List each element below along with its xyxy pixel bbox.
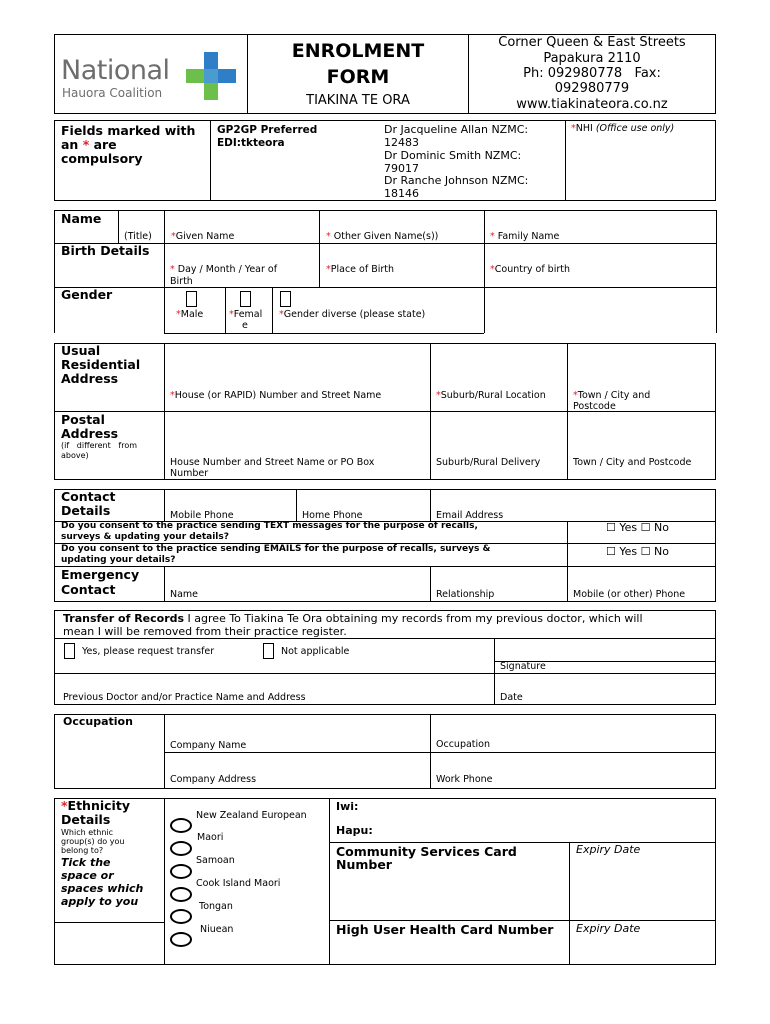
text-consent-question: Do you consent to the practice sending TEXT messages for the purpose of recalls, — [61, 521, 478, 531]
town-postcode-field[interactable]: *Town / City and — [573, 390, 651, 401]
website-link[interactable]: www.tiakinateora.co.nz — [516, 97, 668, 112]
work-phone-field[interactable]: Work Phone — [436, 774, 493, 785]
transfer-text-line2: mean I will be removed from their practice register. — [63, 625, 347, 638]
home-phone-field[interactable]: Home Phone — [302, 510, 363, 521]
gp2gp-line1: GP2GP Preferred — [217, 124, 318, 136]
contact-details-label: Contact — [61, 489, 116, 504]
ethnicity-box — [54, 798, 716, 965]
form-subtitle: TIAKINA TE ORA — [306, 93, 410, 108]
suburb-field[interactable]: *Suburb/Rural Location — [436, 390, 546, 401]
request-transfer-label: Yes, please request transfer — [82, 646, 215, 657]
not-applicable-label: Not applicable — [281, 646, 350, 657]
csc-expiry-field[interactable]: Expiry Date — [576, 843, 641, 856]
occupation-field[interactable]: Occupation — [436, 739, 490, 750]
ethnicity-label: *Ethnicity — [61, 798, 130, 813]
text-consent-yes-no[interactable]: ☐ Yes ☐ No — [606, 521, 669, 534]
ethnicity-option-radio[interactable] — [170, 932, 192, 947]
form-title-line1: ENROLMENT — [291, 40, 425, 62]
female-label: *Femal — [229, 309, 263, 320]
postal-suburb-field[interactable]: Suburb/Rural Delivery — [436, 457, 541, 468]
iwi-field[interactable]: Iwi: — [336, 800, 359, 813]
gender-diverse-label[interactable]: *Gender diverse (please state) — [279, 309, 426, 320]
compulsory-note-line3: compulsory — [61, 151, 143, 166]
ethnicity-option-radio[interactable] — [170, 864, 192, 879]
male-label: *Male — [176, 309, 204, 320]
gp2gp-line2: EDI:tkteora — [217, 137, 285, 149]
compulsory-note-line1: Fields marked with — [61, 123, 196, 138]
ethnicity-option-radio[interactable] — [170, 909, 192, 924]
email-field[interactable]: Email Address — [436, 510, 504, 521]
ethnicity-option-label: Cook Island Maori — [196, 878, 281, 889]
email-consent-yes-no[interactable]: ☐ Yes ☐ No — [606, 545, 669, 558]
emergency-contact-label: Emergency — [61, 567, 140, 582]
ethnicity-option-radio[interactable] — [170, 887, 192, 902]
female-checkbox[interactable] — [240, 291, 251, 307]
compulsory-note-line2: an * are — [61, 137, 117, 152]
hapu-field[interactable]: Hapu: — [336, 824, 373, 837]
postal-town-field[interactable]: Town / City and Postcode — [573, 457, 692, 468]
ethnicity-option-label: New Zealand European — [196, 810, 307, 821]
given-name-field[interactable]: *Given Name — [171, 231, 235, 242]
house-number-field[interactable]: *House (or RAPID) Number and Street Name — [170, 390, 382, 401]
company-name-field[interactable]: Company Name — [170, 740, 247, 751]
place-of-birth-field[interactable]: *Place of Birth — [326, 264, 395, 275]
residential-address-label: Usual — [61, 343, 101, 358]
family-name-field[interactable]: * Family Name — [490, 231, 560, 242]
community-services-card-label: Community Services Card — [336, 844, 517, 859]
huhc-expiry-field[interactable]: Expiry Date — [576, 922, 641, 935]
previous-doctor-field[interactable]: Previous Doctor and/or Practice Name and Address — [63, 692, 306, 703]
logo-main: National — [61, 55, 170, 86]
not-applicable-checkbox[interactable] — [263, 643, 274, 659]
email-consent-question: Do you consent to the practice sending EMAILS for the purpose of recalls, surveys & — [61, 544, 491, 554]
ethnicity-option-label: Niuean — [200, 924, 234, 935]
ethnicity-option-radio[interactable] — [170, 818, 192, 833]
date-field[interactable]: Date — [500, 692, 523, 703]
name-label: Name — [61, 211, 102, 226]
high-user-health-card-label: High User Health Card Number — [336, 922, 554, 937]
signature-field[interactable]: Signature — [500, 661, 546, 672]
occupation-label: Occupation — [63, 715, 133, 728]
ethnicity-option-label: Samoan — [196, 855, 235, 866]
postal-house-field[interactable]: House Number and Street Name or PO Box — [170, 457, 375, 468]
request-transfer-checkbox[interactable] — [64, 643, 75, 659]
emergency-name-field[interactable]: Name — [170, 589, 199, 600]
ethnicity-option-label: Maori — [197, 832, 224, 843]
male-checkbox[interactable] — [186, 291, 197, 307]
company-address-field[interactable]: Company Address — [170, 774, 257, 785]
transfer-text-line1: Transfer of Records I agree To Tiakina Te Ora obtaining my records from my previous doctor, which will — [63, 612, 643, 625]
logo-sub: Hauora Coalition — [62, 86, 163, 100]
other-given-name-field[interactable]: * Other Given Name(s)) — [326, 231, 439, 242]
country-of-birth-field[interactable]: *Country of birth — [490, 264, 571, 275]
dob-field[interactable]: * Day / Month / Year of — [170, 264, 278, 275]
ethnicity-option-radio[interactable] — [170, 841, 192, 856]
mobile-phone-field[interactable]: Mobile Phone — [170, 510, 234, 521]
title-field[interactable]: (Title) — [124, 231, 152, 242]
postal-address-label: Postal — [61, 412, 105, 427]
plus-cross-icon — [186, 52, 236, 100]
ethnicity-option-label: Tongan — [199, 901, 233, 912]
gender-label: Gender — [61, 287, 113, 302]
emergency-mobile-field[interactable]: Mobile (or other) Phone — [573, 589, 686, 600]
nhi-label: *NHI (Office use only) — [571, 123, 675, 134]
gender-diverse-checkbox[interactable] — [280, 291, 291, 307]
emergency-relationship-field[interactable]: Relationship — [436, 589, 495, 600]
form-title-line2: FORM — [326, 66, 390, 88]
birth-details-label: Birth Details — [61, 243, 150, 258]
